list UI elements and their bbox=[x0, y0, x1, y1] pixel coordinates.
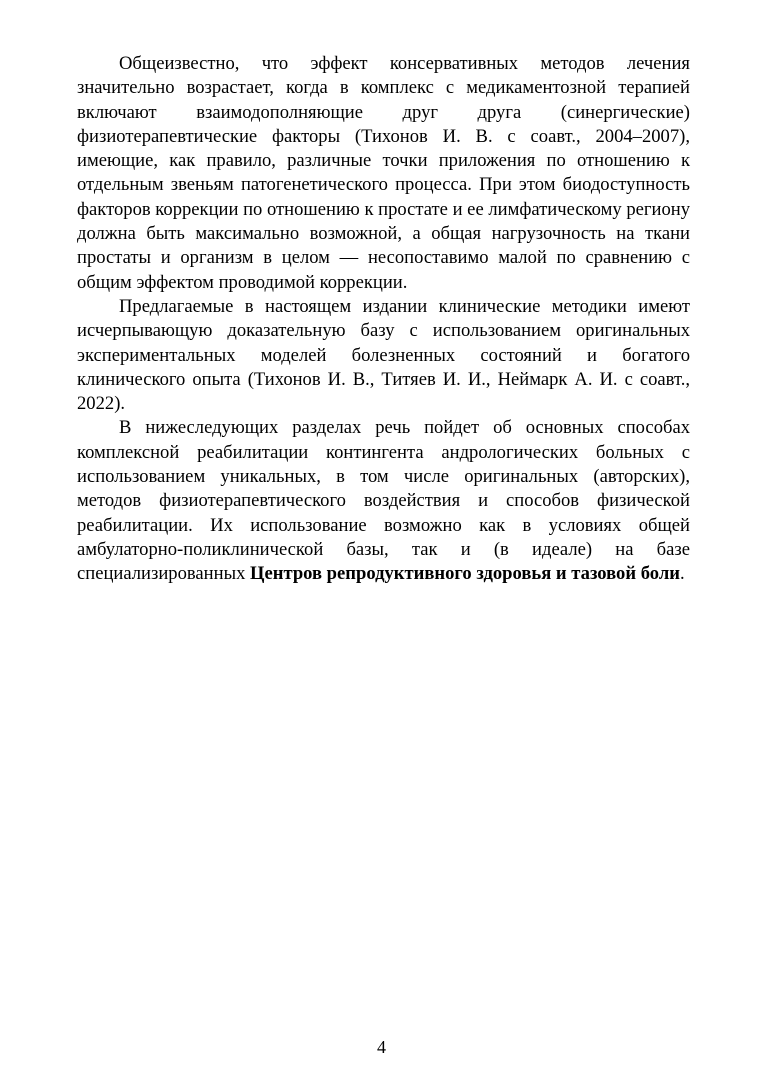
paragraph-3 bbox=[77, 416, 690, 586]
paragraph-3-text: В нижеследующих разделах речь пойдет об основных способах комплексной реабилитации контингента андрологических больных с использованием уникальных, в том числе оригинальных (авторских), методов физиотерапевтического воздействия и способов физической реабилитации. Их использование возможно как в условиях общей амбулаторно-поликлинической базы, так и (в идеале) на базе специализированных bbox=[77, 417, 690, 585]
paragraph-3-end: . bbox=[679, 563, 685, 585]
body-text bbox=[77, 52, 690, 587]
paragraph-2: Предлагаемые в настоящем издании клинические методики имеют исчерпывающую доказательную базу с использованием оригинальных экспериментальных моделей болезненных состояний и богатого клинического опыта (Тихонов И. В., Титяев И. И., Неймарк А. И. с соавт., 2022). bbox=[77, 295, 690, 415]
centers-name-bold: Центров репродуктивного здоровья и тазовой боли bbox=[250, 563, 680, 585]
paragraph-1: Общеизвестно, что эффект консервативных методов лечения значительно возрастает, когда в комплекс с медикаментозной терапией включают взаимодополняющие друг друга (синергические) физиотерапевтические факторы (Тихонов И. В. с соавт., 2004–2007), имеющие, как правило, различные точки приложения по отношению к отдельным звеньям патогенетического процесса. При этом биодоступность факторов коррекции по отношению к простате и ее лимфатическому региону должна быть максимально возможной, а общая нагрузочность на ткани простаты и организм в целом — несопоставимо малой по сравнению с общим эффектом проводимой коррекции. bbox=[77, 53, 690, 293]
page-number: 4 bbox=[377, 1037, 386, 1057]
